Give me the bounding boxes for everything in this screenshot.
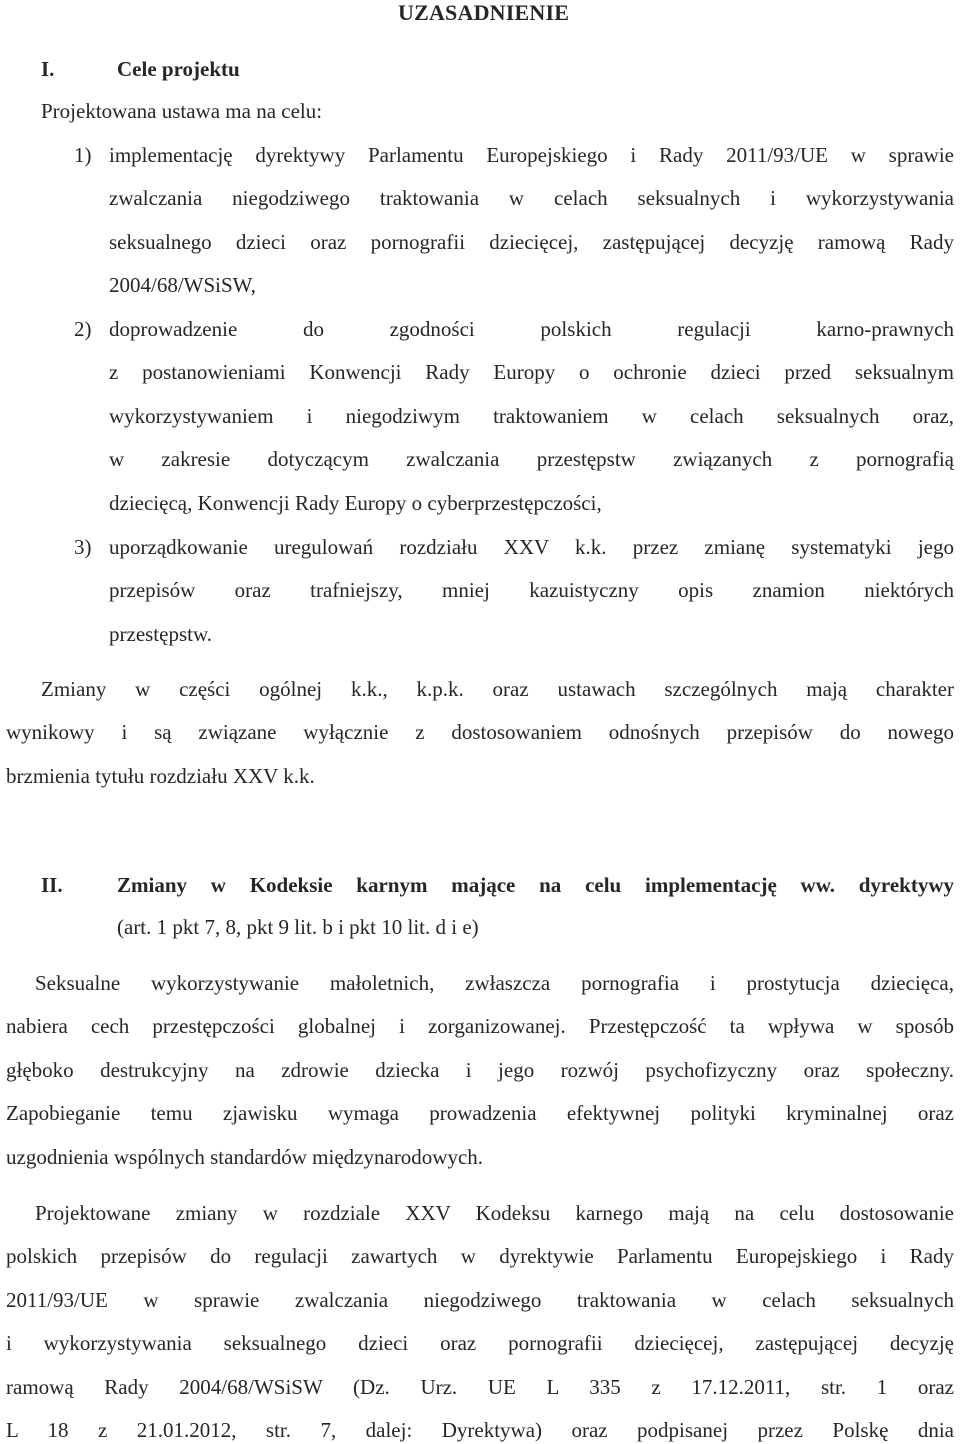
list-item-line: implementację dyrektywy Parlamentu Europejskiego i Rady 2011/93/UE w sprawie: [109, 143, 954, 167]
paragraph-line: nabiera cech przestępczości globalnej i zorganizowanej. Przestępczość ta wpływa w sposób: [6, 1014, 954, 1038]
paragraph-line: brzmienia tytułu rozdziału XXV k.k.: [6, 764, 315, 788]
list-item-line: doprowadzenie do zgodności polskich regulacji karno-prawnych: [109, 317, 954, 341]
section-1-intro: Projektowana ustawa ma na celu:: [41, 99, 323, 123]
list-item-line: uporządkowanie uregulowań rozdziału XXV k.k. przez zmianę systematyki jego: [109, 535, 954, 559]
paragraph-line: i wykorzystywania seksualnego dzieci oraz pornografii dziecięcej, zastępującej decyzję: [6, 1331, 954, 1355]
paragraph-line: głęboko destrukcyjny na zdrowie dziecka i jego rozwój psychofizyczny oraz społeczny.: [6, 1058, 954, 1082]
list-item-number: 2): [74, 317, 92, 341]
paragraph-line: Zmiany w części ogólnej k.k., k.p.k. oraz ustawach szczególnych mają charakter: [41, 677, 954, 701]
paragraph-line: ramową Rady 2004/68/WSiSW (Dz. Urz. UE L 335 z 17.12.2011, str. 1 oraz: [6, 1375, 954, 1399]
paragraph-line: polskich przepisów do regulacji zawartych w dyrektywie Parlamentu Europejskiego i Rady: [6, 1244, 954, 1268]
list-item-line: przepisów oraz trafniejszy, mniej kazuistyczny opis znamion niektórych: [109, 578, 954, 602]
paragraph-line: wynikowy i są związane wyłącznie z dostosowaniem odnośnych przepisów do nowego: [6, 720, 954, 744]
paragraph-line: Seksualne wykorzystywanie małoletnich, zwłaszcza pornografia i prostytucja dziecięca,: [35, 971, 954, 995]
paragraph-line: uzgodnienia wspólnych standardów międzynarodowych.: [6, 1145, 484, 1169]
document-title: UZASADNIENIE: [398, 0, 570, 25]
paragraph-line: L 18 z 21.01.2012, str. 7, dalej: Dyrektywa) oraz podpisanej przez Polskę dnia: [6, 1418, 954, 1442]
list-item-number: 3): [74, 535, 92, 559]
paragraph-line: 2011/93/UE w sprawie zwalczania niegodziwego traktowania w celach seksualnych: [6, 1288, 954, 1312]
section-2-subheading: (art. 1 pkt 7, 8, pkt 9 lit. b i pkt 10 lit. d i e): [117, 915, 479, 939]
list-item-line: z postanowieniami Konwencji Rady Europy o ochronie dzieci przed seksualnym: [109, 360, 954, 384]
section-1-number: I.: [41, 57, 55, 81]
list-item-line: zwalczania niegodziwego traktowania w celach seksualnych i wykorzystywania: [109, 186, 954, 210]
list-item-line: wykorzystywaniem i niegodziwym traktowaniem w celach seksualnych oraz,: [109, 404, 954, 428]
section-2-number: II.: [41, 873, 63, 897]
paragraph-line: Zapobieganie temu zjawisku wymaga prowadzenia efektywnej polityki kryminalnej oraz: [6, 1101, 954, 1125]
list-item-number: 1): [74, 143, 92, 167]
list-item-line: 2004/68/WSiSW,: [109, 273, 256, 297]
list-item-line: przestępstw.: [109, 622, 213, 646]
list-item-line: w zakresie dotyczącym zwalczania przestępstw związanych z pornografią: [109, 447, 954, 471]
list-item-line: dziecięcą, Konwencji Rady Europy o cyberprzestępczości,: [109, 491, 602, 515]
paragraph-line: Projektowane zmiany w rozdziale XXV Kodeksu karnego mają na celu dostosowanie: [35, 1201, 954, 1225]
section-2-heading: Zmiany w Kodeksie karnym mające na celu implementację ww. dyrektywy: [117, 873, 954, 897]
list-item-line: seksualnego dzieci oraz pornografii dziecięcej, zastępującej decyzję ramową Rady: [109, 230, 954, 254]
section-1-heading: Cele projektu: [117, 57, 240, 81]
